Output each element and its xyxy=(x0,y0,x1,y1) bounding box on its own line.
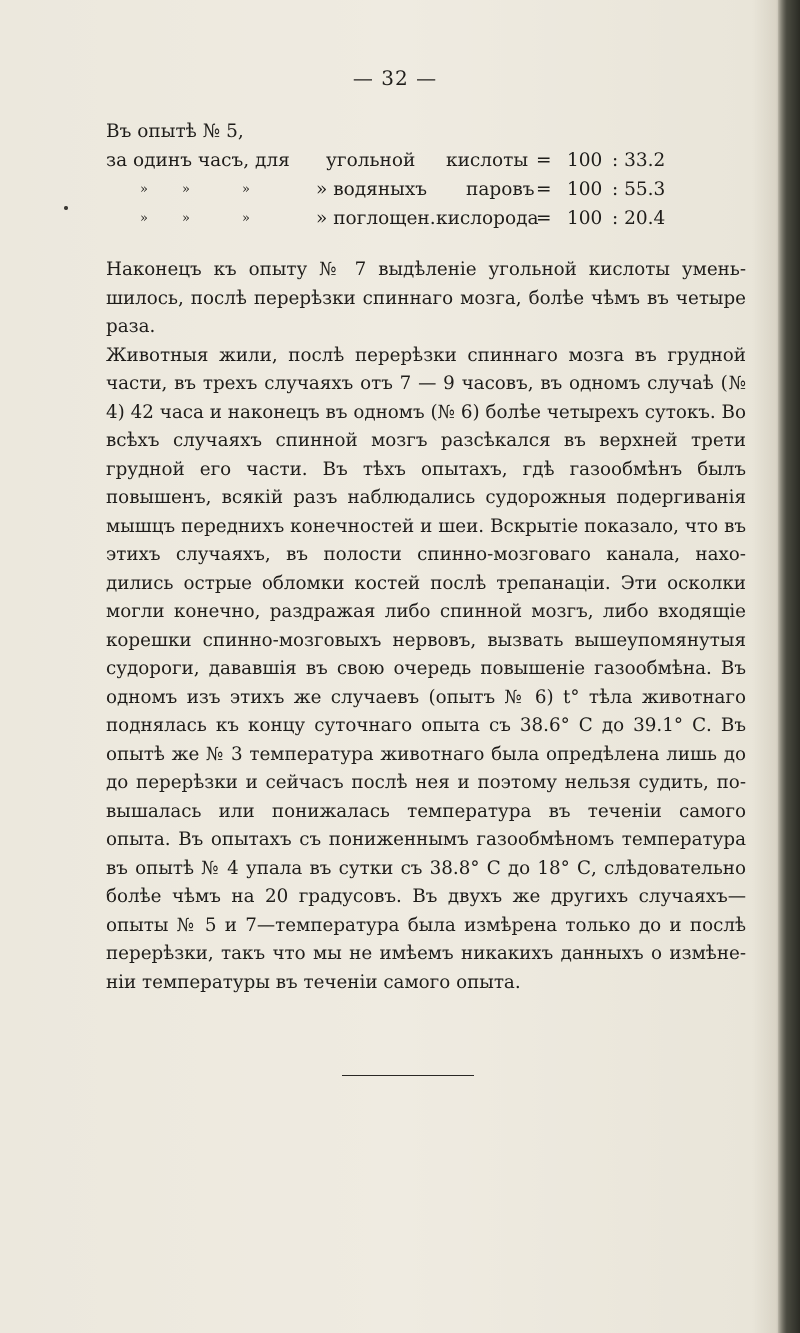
row-base: 100 xyxy=(567,150,603,171)
equals-sign: = xyxy=(536,150,552,171)
row-ratio: : 20.4 xyxy=(612,208,666,229)
row-label: за одинъ часъ, для xyxy=(106,150,290,171)
row-substance-2: кислорода xyxy=(436,208,539,229)
table-row xyxy=(106,204,686,233)
ratio-table xyxy=(106,117,686,233)
table-row xyxy=(106,175,686,204)
row-substance-2: паровъ xyxy=(466,179,535,200)
table-heading: Въ опытѣ № 5, xyxy=(106,121,244,142)
row-base: 100 xyxy=(567,208,603,229)
book-edge xyxy=(778,0,800,1333)
row-substance: угольной xyxy=(326,150,416,171)
ditto-mark: » xyxy=(242,182,250,197)
closing-rule xyxy=(342,1075,474,1076)
equals-sign: = xyxy=(536,179,552,200)
ditto-mark: » xyxy=(182,211,190,226)
paragraph: Наконецъ къ опыту № 7 выдѣленіе угольной кислоты умень-шилось, послѣ перерѣзки спиннаго мозга, болѣе чѣмъ въ четыре раза. xyxy=(106,259,746,337)
row-ratio: : 55.3 xyxy=(612,179,666,200)
ditto-mark: » xyxy=(182,182,190,197)
row-base: 100 xyxy=(567,179,603,200)
table-row xyxy=(106,146,686,175)
body-text xyxy=(106,256,746,997)
equals-sign: = xyxy=(536,208,552,229)
row-substance: » водяныхъ xyxy=(316,179,428,200)
page-number: — 32 — xyxy=(352,66,438,90)
row-substance: » поглощен. xyxy=(316,208,436,229)
paragraph: Животныя жили, послѣ перерѣзки спиннаго мозга въ грудной части, въ трехъ случаяхъ отъ 7 — 9 часовъ, въ одномъ случаѣ (№ 4) 42 часа и наконецъ въ одномъ (№ 6) болѣе четырехъ сутокъ. Во всѣхъ случаяхъ спинной мозгъ разсѣкался въ верхней трети грудной его части. Въ тѣхъ опытахъ, гдѣ газообмѣнъ былъ повышенъ, всякій разъ наблюдались судорожныя подергиванія мышцъ переднихъ конечностей и шеи. Вскрытіе показало, что въ этихъ случаяхъ, въ полости спинно-мозговаго канала, нахо-дились острые обломки костей послѣ трепанаціи. Эти осколки могли конечно, раздражая либо спинной мозгъ, либо входящіе корешки спинно-мозговыхъ нервовъ, вызвать вышеупомянутыя судороги, дававшія въ свою очередь повышеніе газообмѣна. Въ одномъ изъ этихъ же случаевъ (опытъ № 6) t° тѣла животнаго поднялась къ концу суточнаго опыта съ 38.6° С до 39.1° С. Въ опытѣ же № 3 температура животнаго была опредѣлена лишь до до перерѣзки и сейчасъ послѣ нея и поэтому нельзя судить, по-вышалась или понижалась температура въ теченіи самого опыта. Въ опытахъ съ пониженнымъ газообмѣномъ температура въ опытѣ № 4 упала въ сутки съ 38.8° С до 18° С, слѣдовательно болѣе чѣмъ на 20 градусовъ. Въ двухъ же другихъ случаяхъ— опыты № 5 и 7—температура была измѣрена только до и послѣ перерѣзки, такъ что мы не имѣемъ никакихъ данныхъ о измѣне-ніи температуры въ теченіи самого опыта. xyxy=(106,344,746,993)
ink-speck xyxy=(64,206,68,210)
row-substance-2: кислоты xyxy=(446,150,529,171)
ditto-mark: » xyxy=(140,211,148,226)
ditto-mark: » xyxy=(140,182,148,197)
ditto-mark: » xyxy=(242,211,250,226)
row-ratio: : 33.2 xyxy=(612,150,666,171)
